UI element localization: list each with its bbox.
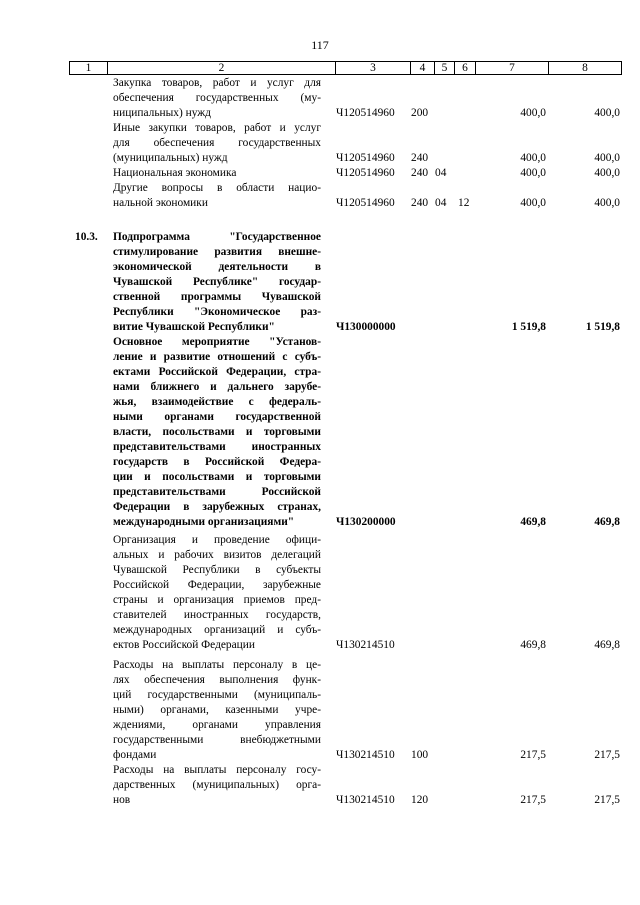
table-row bbox=[0, 533, 640, 653]
description-line: Подпрограмма "Государственное bbox=[113, 231, 321, 243]
description-line: государственными внебюджетными bbox=[113, 734, 321, 746]
table-row bbox=[0, 76, 640, 121]
description-line: экономической деятельности в bbox=[113, 261, 321, 273]
description-line: ление и развитие отношений с субъ- bbox=[113, 351, 321, 363]
amount-col-7: 400,0 bbox=[520, 197, 546, 209]
row-description bbox=[113, 76, 321, 121]
description-line: дарственных (муниципальных) орга- bbox=[113, 779, 321, 791]
subsection-code: 12 bbox=[458, 197, 470, 209]
amount-col-7: 1 519,8 bbox=[511, 321, 546, 333]
description-line: нальной экономики bbox=[113, 197, 208, 209]
description-line: ждениями, органами управления bbox=[113, 719, 321, 731]
amount-col-7: 400,0 bbox=[520, 152, 546, 164]
description-line: витие Чувашской Республики" bbox=[113, 321, 275, 333]
amount-col-8: 217,5 bbox=[594, 749, 620, 761]
description-line: ставителей иностранных государств, bbox=[113, 609, 321, 621]
description-line: представительствами иностранных bbox=[113, 441, 321, 453]
header-cell-8: 8 bbox=[549, 62, 622, 75]
description-line: Закупка товаров, работ и услуг для bbox=[113, 77, 321, 89]
row-description bbox=[113, 533, 321, 653]
description-line: государств в Российской Федера- bbox=[113, 456, 321, 468]
description-line: Чувашской Республики в субъекты bbox=[113, 564, 321, 576]
target-article-code: Ч120514960 bbox=[336, 152, 395, 164]
table-row bbox=[0, 166, 640, 181]
description-line: международными организациями" bbox=[113, 516, 295, 528]
target-article-code: Ч120514960 bbox=[336, 107, 395, 119]
description-line: ниципальных) нужд bbox=[113, 107, 211, 119]
amount-col-7: 400,0 bbox=[520, 107, 546, 119]
description-line: ции и посольствами и торговыми bbox=[113, 471, 321, 483]
description-line: ственной программы Чувашской bbox=[113, 291, 321, 303]
target-article-code: Ч130214510 bbox=[336, 639, 395, 651]
target-article-code: Ч130214510 bbox=[336, 749, 395, 761]
row-description bbox=[113, 166, 321, 181]
description-line: ектами Российской Федерации, стра- bbox=[113, 366, 321, 378]
description-line: Иные закупки товаров, работ и услуг bbox=[113, 122, 321, 134]
amount-col-8: 217,5 bbox=[594, 794, 620, 806]
amount-col-7: 217,5 bbox=[520, 749, 546, 761]
header-cell-3: 3 bbox=[336, 62, 411, 75]
amount-col-8: 469,8 bbox=[594, 516, 620, 528]
description-line: Другие вопросы в области нацио- bbox=[113, 182, 321, 194]
target-article-code: Ч130000000 bbox=[336, 321, 396, 333]
table-row bbox=[0, 763, 640, 808]
header-row bbox=[70, 62, 622, 75]
description-line: Российской Федерации, зарубежные bbox=[113, 579, 321, 591]
description-line: лях обеспечения выполнения функ- bbox=[113, 674, 321, 686]
row-description bbox=[113, 181, 321, 211]
description-line: Расходы на выплаты персоналу госу- bbox=[113, 764, 321, 776]
description-line: ными органами государственной bbox=[113, 411, 321, 423]
target-article-code: Ч130200000 bbox=[336, 516, 396, 528]
amount-col-7: 217,5 bbox=[520, 794, 546, 806]
header-cell-6: 6 bbox=[455, 62, 476, 75]
description-line: Организация и проведение офици- bbox=[113, 534, 321, 546]
amount-col-8: 469,8 bbox=[594, 639, 620, 651]
description-line: Республики "Экономическое раз- bbox=[113, 306, 321, 318]
description-line: Расходы на выплаты персоналу в це- bbox=[113, 659, 321, 671]
row-description bbox=[113, 763, 321, 808]
description-line: альных и рабочих визитов делегаций bbox=[113, 549, 321, 561]
description-line: нов bbox=[113, 794, 131, 806]
target-article-code: Ч120514960 bbox=[336, 167, 395, 179]
expense-type-code: 240 bbox=[411, 197, 429, 209]
description-line: ными) органами, казенными учре- bbox=[113, 704, 321, 716]
expense-type-code: 200 bbox=[411, 107, 429, 119]
amount-col-7: 469,8 bbox=[520, 639, 546, 651]
description-line: Федерации в зарубежных странах, bbox=[113, 501, 321, 513]
description-line: жья, взаимодействие с федераль- bbox=[113, 396, 321, 408]
description-line: (муниципальных) нужд bbox=[113, 152, 228, 164]
description-line: стимулирование развития внешне- bbox=[113, 246, 321, 258]
expense-type-code: 120 bbox=[411, 794, 429, 806]
row-description bbox=[113, 121, 321, 166]
row-number: 10.3. bbox=[75, 231, 98, 243]
amount-col-8: 1 519,8 bbox=[585, 321, 620, 333]
description-line: обеспечения государственных (му- bbox=[113, 92, 321, 104]
expense-type-code: 100 bbox=[411, 749, 429, 761]
table-header bbox=[69, 61, 622, 75]
header-cell-4: 4 bbox=[411, 62, 435, 75]
amount-col-8: 400,0 bbox=[594, 167, 620, 179]
target-article-code: Ч120514960 bbox=[336, 197, 395, 209]
target-article-code: Ч130214510 bbox=[336, 794, 395, 806]
header-cell-1: 1 bbox=[70, 62, 108, 75]
table-row bbox=[0, 121, 640, 166]
description-line: Основное мероприятие "Установ- bbox=[113, 336, 321, 348]
table-row bbox=[0, 658, 640, 763]
expense-type-code: 240 bbox=[411, 152, 429, 164]
description-line: для обеспечения государственных bbox=[113, 137, 321, 149]
page-number: 117 bbox=[311, 38, 329, 52]
row-description bbox=[113, 658, 321, 763]
description-line: представительствами Российской bbox=[113, 486, 321, 498]
amount-col-8: 400,0 bbox=[594, 107, 620, 119]
amount-col-7: 469,8 bbox=[520, 516, 546, 528]
description-line: ектов Российской Федерации bbox=[113, 639, 255, 651]
header-cell-2: 2 bbox=[108, 62, 336, 75]
row-description bbox=[113, 230, 321, 335]
header-cell-5: 5 bbox=[435, 62, 455, 75]
description-line: нами ближнего и дальнего зарубе- bbox=[113, 381, 321, 393]
description-line: фондами bbox=[113, 749, 157, 761]
description-line: Чувашской Республике" государ- bbox=[113, 276, 321, 288]
section-code: 04 bbox=[435, 197, 447, 209]
amount-col-7: 400,0 bbox=[520, 167, 546, 179]
expense-type-code: 240 bbox=[411, 167, 429, 179]
row-description bbox=[113, 335, 321, 530]
description-line: власти, посольствами и торговыми bbox=[113, 426, 321, 438]
table-row bbox=[0, 230, 640, 335]
description-line: страны и организация приемов пред- bbox=[113, 594, 321, 606]
description-line: ций государственными (муниципаль- bbox=[113, 689, 321, 701]
table-row bbox=[0, 335, 640, 530]
amount-col-8: 400,0 bbox=[594, 152, 620, 164]
description-line: Национальная экономика bbox=[113, 167, 237, 179]
amount-col-8: 400,0 bbox=[594, 197, 620, 209]
description-line: международных организаций и субъ- bbox=[113, 624, 321, 636]
table-row bbox=[0, 181, 640, 211]
header-cell-7: 7 bbox=[476, 62, 549, 75]
section-code: 04 bbox=[435, 167, 447, 179]
